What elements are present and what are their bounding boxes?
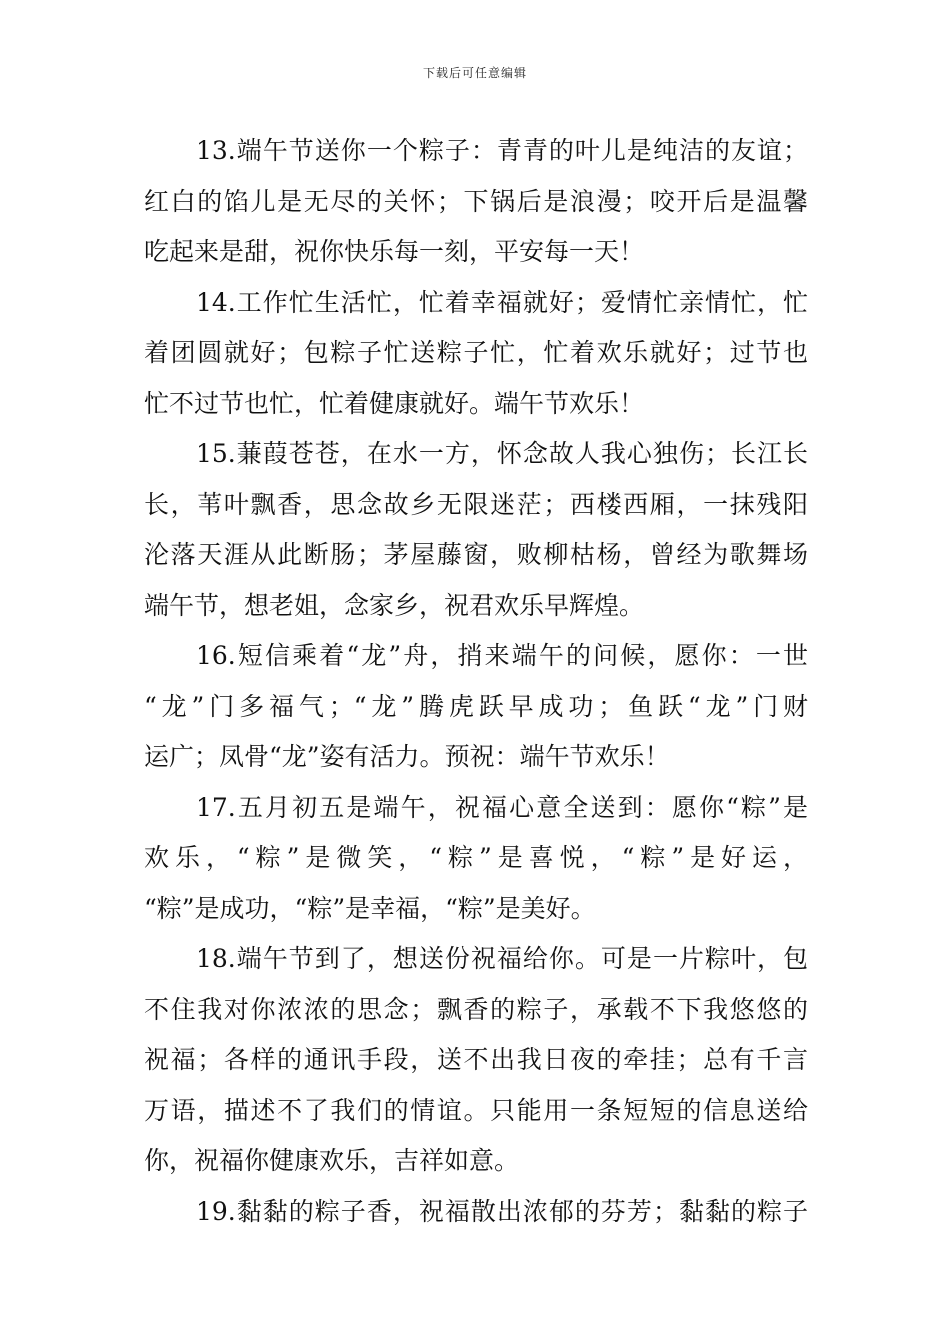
page-header: 下载后可任意编辑 (422, 66, 527, 80)
text-line: 不住我对你浓浓的思念；飘香的粽子，承载不下我悠悠的 (144, 994, 808, 1024)
text-line: 16.短信乘着“龙”舟，捎来端午的问候，愿你：一世 (196, 641, 808, 670)
text-line: 万语，描述不了我们的情谊。只能用一条短短的信息送给 (144, 1095, 808, 1125)
text-line: 忙不过节也忙，忙着健康就好。端午节欢乐！ (144, 388, 645, 418)
text-line: 红白的馅儿是无尽的关怀；下锅后是浪漫；咬开后是温馨 (144, 186, 808, 216)
text-line: 13.端午节送你一个粽子：青青的叶儿是纯洁的友谊； (196, 136, 808, 165)
text-line: 长，苇叶飘香，思念故乡无限迷茫；西楼西厢，一抹残阳 (144, 489, 808, 519)
text-line: 着团圆就好；包粽子忙送粽子忙，忙着欢乐就好；过节也 (144, 338, 808, 367)
text-line: 吃起来是甜，祝你快乐每一刻，平安每一天！ (144, 237, 645, 266)
text-line: 运广；凤骨“龙”姿有活力。预祝：端午节欢乐！ (144, 742, 670, 771)
text-line: “粽”是成功，“粽”是幸福，“粽”是美好。 (144, 893, 596, 923)
text-line: 17.五月初五是端午，祝福心意全送到：愿你“粽”是 (196, 792, 808, 822)
text-line: 你，祝福你健康欢乐，吉祥如意。 (144, 1146, 520, 1175)
document-body (144, 126, 808, 1237)
text-line: 沦落天涯从此断肠；茅屋藤窗，败柳枯杨，曾经为歌舞场 (144, 540, 808, 569)
text-line: 祝福；各样的通讯手段，送不出我日夜的牵挂；总有千言 (144, 1045, 808, 1074)
text-line: “龙”门多福气；“龙”腾虎跃早成功；鱼跃“龙”门财 (144, 691, 808, 721)
text-line: 18.端午节到了，想送份祝福给你。可是一片粽叶，包 (196, 944, 808, 973)
text-line: 15.蒹葭苍苍，在水一方，怀念故人我心独伤；长江长 (196, 439, 808, 468)
text-line: 欢乐，“粽”是微笑，“粽”是喜悦，“粽”是好运， (144, 843, 808, 872)
text-line: 14.工作忙生活忙，忙着幸福就好；爱情忙亲情忙，忙 (196, 287, 808, 317)
text-line: 端午节，想老姐，念家乡，祝君欢乐早辉煌。 (144, 590, 645, 620)
text-line: 19.黏黏的粽子香，祝福散出浓郁的芬芳；黏黏的粽子 (196, 1196, 808, 1226)
